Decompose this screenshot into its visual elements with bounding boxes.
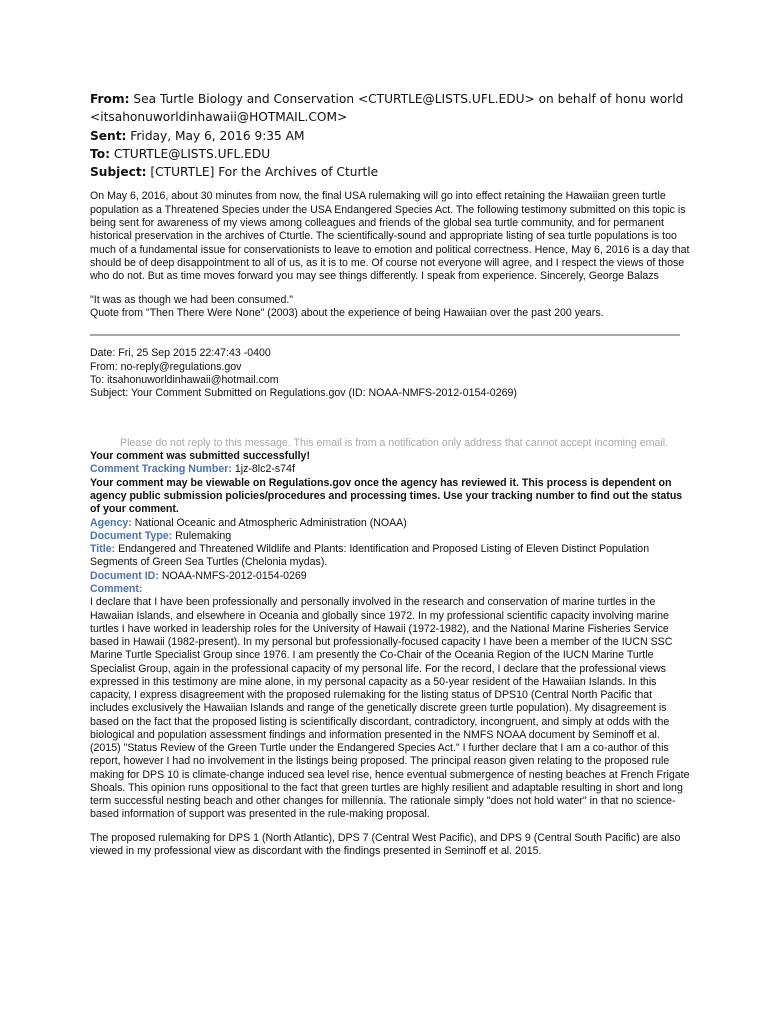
divider [90, 334, 680, 336]
to-label: To: [90, 146, 110, 161]
do-not-reply-notice: Please do not reply to this message. This email is from a notification only address that cannot accept incoming email. [120, 436, 669, 449]
fwd-subject: Subject: Your Comment Submitted on Regulations.gov (ID: NOAA-NMFS-2012-0154-0269) [90, 387, 517, 400]
from-label: From: [90, 92, 130, 106]
docid-value: NOAA-NMFS-2012-0154-0269 [161, 569, 307, 582]
comment-label: Comment: [90, 583, 143, 596]
intro-paragraph: On May 6, 2016, about 30 minutes from now, the final USA rulemaking will go into effect retaining the Hawaiian green turtle population as a Threatened Species under the USA Endangered Species Act. The following testimony submitted on this topic is being sent for awareness of my views among colleagues and friends of the global sea turtle community, and for permanent historical preservation in the archives of Cturtle. The scientifically-sound and appropriate listing of sea turtle populations is too much of a fundamental issue for conservationists to leave to emotion and political correctness. Hence, May 6, 2016 is a day that should be of deep disappointment to all of us, as it is to me. Of course not everyone will agree, and I respect the views of those who do not. But as time moves forward you may see things differently. I speak from experience. Sincerely, George Balazs [90, 190, 690, 283]
notification-body [90, 450, 690, 858]
forwarded-header [90, 347, 690, 401]
fwd-to: To: itsahonuworldinhawaii@hotmail.com [90, 373, 279, 386]
agency-value: National Oceanic and Atmospheric Administration (NOAA) [134, 516, 407, 529]
success-message: Your comment was submitted successfully! [90, 450, 310, 463]
to-value: CTURTLE@LISTS.UFL.EDU [113, 146, 271, 161]
sent-value: Friday, May 6, 2016 9:35 AM [130, 128, 305, 143]
sent-line [90, 127, 690, 145]
quote-block [90, 294, 690, 321]
doctype-line [90, 530, 690, 543]
agency-label: Agency: [90, 516, 132, 529]
subject-label: Subject: [90, 165, 147, 180]
title-label: Title: [90, 543, 116, 556]
fwd-from: From: no-reply@regulations.gov [90, 360, 242, 373]
from-value: Sea Turtle Biology and Conservation <CTURTLE@LISTS.UFL.EDU> on behalf of honu world <itsahonuworldinhawaii@HOTMAIL.COM> [90, 92, 684, 125]
to-line [90, 145, 690, 163]
title-line [90, 543, 690, 570]
quote-line: "It was as though we had been consumed." [90, 293, 294, 306]
agency-line [90, 517, 690, 530]
fwd-date: Date: Fri, 25 Sep 2015 22:47:43 -0400 [90, 347, 271, 360]
viewable-note: Your comment may be viewable on Regulations.gov once the agency has reviewed it. This process is dependent on agency public submission policies/procedures and processing times. Use your tracking number to find out the status of your comment. [90, 476, 683, 516]
subject-value: [CTURTLE] For the Archives of Cturtle [150, 165, 379, 180]
doctype-label: Document Type: [90, 529, 173, 542]
subject-line [90, 163, 690, 181]
tracking-number: 1jz-8lc2-s74f [234, 463, 295, 476]
tracking-line [90, 463, 690, 476]
tracking-label: Comment Tracking Number: [90, 463, 232, 476]
from-line [90, 90, 690, 127]
docid-label: Document ID: [90, 569, 159, 582]
title-value: Endangered and Threatened Wildlife and Plants: Identification and Proposed Listing of Eleven Distinct Population Segments of Green Sea Turtles (Chelonia mydas). [90, 543, 650, 569]
docid-line [90, 570, 690, 583]
sent-label: Sent: [90, 128, 127, 143]
email-page [90, 90, 690, 858]
comment-paragraph-2: The proposed rulemaking for DPS 1 (North Atlantic), DPS 7 (Central West Pacific), and DPS 9 (Central South Pacific) are also viewed in my professional view as discordant with the findings presented in Seminoff et al. 2015. [90, 831, 681, 857]
doctype-value: Rulemaking [175, 529, 232, 542]
comment-paragraph: I declare that I have been professionally and personally involved in the research and conservation of marine turtles in the Hawaiian Islands, and elsewhere in Oceania and globally since 1972. In my professional scientific capacity involving marine turtles I have worked in leadership roles for the University of Hawaii (1972-1982), and the National Marine Fisheries Service based in Hawaii (1982-present). In my personal but professionally-focused capacity I have been a member of the IUCN SSC Marine Turtle Specialist Group since 1976. I am presently the Co-Chair of the Oceania Region of the IUCN Marine Turtle Specialist Group, again in the professional capacity of my personal life. For the record, I declare that the professional views expressed in this testimony are mine alone, in my personal capacity as a 50-year resident of the Hawaiian Islands. In this capacity, I express disagreement with the proposed rulemaking for the listing status of DPS10 (Central North Pacific that includes exclusively the Hawaiian Islands and range of the genetically discrete green turtle population). My disagreement is based on the fact that the proposed listing is scientifically discordant, contradictory, incongruent, and simply at odds with the biological and population assessment findings and information presented in the NMFS NOAA document by Seminoff et al. (2015) "Status Review of the Green Turtle under the Endangered Species Act." I further declare that I am a co-author of this report, however I had no involvement in the listings being proposed. The principal reason given relating to the proposed rule making for DPS 10 is climate-change induced sea level rise, hence eventual submergence of nesting beaches at French Frigate Shoals. This opinion runs oppositional to the fact that green turtles are highly resilient and adaptable resulting in short and long term successful nesting beach and other changes for millennia. The rationale simply "does not hold water" in that no science-based information of support was presented in the rule-making proposal. [90, 596, 690, 821]
email-header [90, 90, 690, 181]
quote-source: Quote from "Then There Were None" (2003) about the experience of being Hawaiian over the past 200 years. [90, 306, 604, 319]
